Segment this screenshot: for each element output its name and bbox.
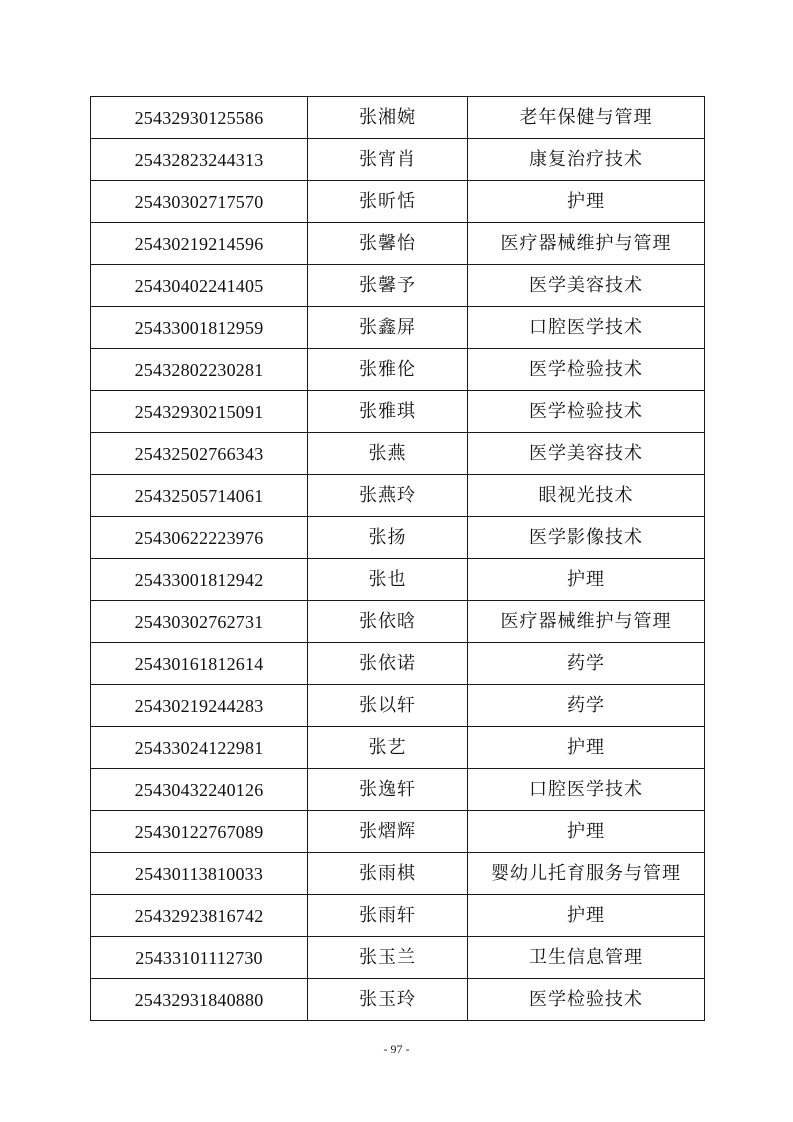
- student-name-cell: 张以轩: [308, 685, 468, 727]
- student-id-cell: 25433024122981: [91, 727, 308, 769]
- student-id-cell: 25430219244283: [91, 685, 308, 727]
- table-row: [91, 895, 705, 937]
- student-name-cell: 张湘婉: [308, 97, 468, 139]
- major-cell: 药学: [468, 643, 705, 685]
- student-id-cell: 25432930215091: [91, 391, 308, 433]
- table-row: [91, 265, 705, 307]
- table-row: [91, 559, 705, 601]
- student-id-cell: 25430219214596: [91, 223, 308, 265]
- table-row: [91, 937, 705, 979]
- student-id-cell: 25433001812959: [91, 307, 308, 349]
- student-name-cell: 张玉兰: [308, 937, 468, 979]
- student-name-cell: 张燕: [308, 433, 468, 475]
- major-cell: 医学检验技术: [468, 349, 705, 391]
- major-cell: 口腔医学技术: [468, 307, 705, 349]
- student-name-cell: 张也: [308, 559, 468, 601]
- major-cell: 卫生信息管理: [468, 937, 705, 979]
- major-cell: 医学影像技术: [468, 517, 705, 559]
- student-name-cell: 张雨轩: [308, 895, 468, 937]
- student-name-cell: 张扬: [308, 517, 468, 559]
- table-row: [91, 769, 705, 811]
- major-cell: 药学: [468, 685, 705, 727]
- student-id-cell: 25432823244313: [91, 139, 308, 181]
- roster-body: [91, 97, 705, 1021]
- major-cell: 医疗器械维护与管理: [468, 223, 705, 265]
- major-cell: 医学美容技术: [468, 433, 705, 475]
- student-id-cell: 25430161812614: [91, 643, 308, 685]
- table-row: [91, 517, 705, 559]
- table-row: [91, 685, 705, 727]
- table-row: [91, 223, 705, 265]
- student-id-cell: 25430302762731: [91, 601, 308, 643]
- student-id-cell: 25430122767089: [91, 811, 308, 853]
- major-cell: 护理: [468, 895, 705, 937]
- student-name-cell: 张熠辉: [308, 811, 468, 853]
- table-row: [91, 979, 705, 1021]
- student-name-cell: 张逸轩: [308, 769, 468, 811]
- major-cell: 护理: [468, 181, 705, 223]
- student-id-cell: 25430113810033: [91, 853, 308, 895]
- table-row: [91, 643, 705, 685]
- student-name-cell: 张雅琪: [308, 391, 468, 433]
- student-id-cell: 25430302717570: [91, 181, 308, 223]
- student-name-cell: 张昕恬: [308, 181, 468, 223]
- student-id-cell: 25432505714061: [91, 475, 308, 517]
- major-cell: 眼视光技术: [468, 475, 705, 517]
- student-roster-table: [90, 96, 705, 1021]
- student-id-cell: 25432931840880: [91, 979, 308, 1021]
- table-row: [91, 349, 705, 391]
- major-cell: 护理: [468, 811, 705, 853]
- major-cell: 老年保健与管理: [468, 97, 705, 139]
- table-row: [91, 391, 705, 433]
- table-row: [91, 811, 705, 853]
- student-name-cell: 张馨怡: [308, 223, 468, 265]
- page-number: - 97 -: [383, 1042, 410, 1056]
- student-name-cell: 张燕玲: [308, 475, 468, 517]
- student-name-cell: 张雨棋: [308, 853, 468, 895]
- student-id-cell: 25430432240126: [91, 769, 308, 811]
- student-id-cell: 25432802230281: [91, 349, 308, 391]
- table-row: [91, 727, 705, 769]
- major-cell: 婴幼儿托育服务与管理: [468, 853, 705, 895]
- student-id-cell: 25430402241405: [91, 265, 308, 307]
- major-cell: 康复治疗技术: [468, 139, 705, 181]
- table-row: [91, 307, 705, 349]
- student-name-cell: 张玉玲: [308, 979, 468, 1021]
- student-name-cell: 张依晗: [308, 601, 468, 643]
- major-cell: 护理: [468, 727, 705, 769]
- student-id-cell: 25433001812942: [91, 559, 308, 601]
- student-name-cell: 张宵肖: [308, 139, 468, 181]
- student-name-cell: 张艺: [308, 727, 468, 769]
- table-row: [91, 181, 705, 223]
- student-name-cell: 张依诺: [308, 643, 468, 685]
- table-row: [91, 853, 705, 895]
- table-row: [91, 475, 705, 517]
- student-id-cell: 25432502766343: [91, 433, 308, 475]
- major-cell: 医学检验技术: [468, 391, 705, 433]
- table-row: [91, 139, 705, 181]
- major-cell: 医学检验技术: [468, 979, 705, 1021]
- student-name-cell: 张鑫屏: [308, 307, 468, 349]
- major-cell: 护理: [468, 559, 705, 601]
- student-id-cell: 25432923816742: [91, 895, 308, 937]
- student-id-cell: 25430622223976: [91, 517, 308, 559]
- student-name-cell: 张雅伦: [308, 349, 468, 391]
- table-row: [91, 97, 705, 139]
- major-cell: 医疗器械维护与管理: [468, 601, 705, 643]
- student-id-cell: 25432930125586: [91, 97, 308, 139]
- table-row: [91, 433, 705, 475]
- major-cell: 口腔医学技术: [468, 769, 705, 811]
- student-name-cell: 张馨予: [308, 265, 468, 307]
- major-cell: 医学美容技术: [468, 265, 705, 307]
- table-row: [91, 601, 705, 643]
- student-id-cell: 25433101112730: [91, 937, 308, 979]
